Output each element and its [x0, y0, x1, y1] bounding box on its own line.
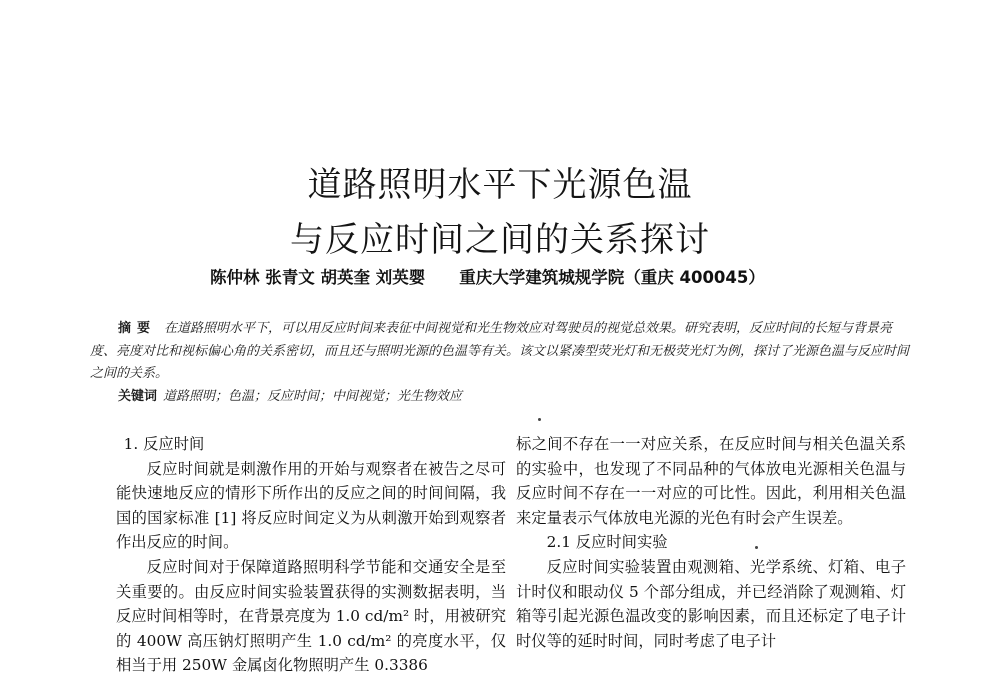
stray-dot	[538, 418, 541, 421]
author-names: 陈仲林 张青文 胡英奎 刘英婴	[210, 268, 426, 287]
abstract-label: 摘要	[118, 321, 157, 336]
paper-title-line-1: 道路照明水平下光源色温	[307, 165, 693, 205]
paper-title-line-2: 与反应时间之间的关系探讨	[290, 220, 710, 260]
author-line	[210, 264, 830, 288]
left-paragraph-1: 反应时间就是刺激作用的开始与观察者在被告之尽可能快速地反应的情形下所作出的反应之间的时间间隔，我国的国家标准 [1] 将反应时间定义为从刺激开始到观察者作出反应的时间。	[116, 459, 506, 552]
right-paragraph-2: 反应时间实验装置由观测箱、光学系统、灯箱、电子计时仪和眼动仪 5 个部分组成，并已经消除了观测箱、灯箱等引起光源色温改变的影响因素，而且还标定了电子计时仪等的延时时间，同时考虑了电子计	[516, 557, 906, 650]
right-column	[516, 432, 906, 653]
section-heading-1: 1. 反应时间	[123, 435, 205, 453]
keywords-label: 关键词	[118, 389, 158, 404]
left-column	[116, 432, 506, 678]
keywords-text: 道路照明；色温；反应时间；中间视觉；光生物效应	[163, 389, 463, 404]
right-paragraph-1: 标之间不存在一一对应关系，在反应时间与相关色温关系的实验中，也发现了不同品种的气体放电光源相关色温与反应时间不存在一一对应的可比性。因此，利用相关色温来定量表示气体放电光源的光色有时会产生误差。	[516, 435, 906, 527]
section-heading-2-1: 2.1 反应时间实验	[546, 533, 668, 552]
affiliation: 重庆大学建筑城规学院（重庆 400045）	[459, 268, 765, 287]
abstract	[90, 318, 912, 386]
abstract-text: 在道路照明水平下，可以用反应时间来表征中间视觉和光生物效应对驾驶员的视觉总效果。研究表明，反应时间的长短与背景亮度、亮度对比和视标偏心角的关系密切，而且还与照明光源的色温等有关。该文以紧凑型荧光灯和无极荧光灯为例，探讨了光源色温与反应时间之间的关系。	[90, 321, 910, 381]
keywords	[118, 386, 918, 408]
left-paragraph-2: 反应时间对于保障道路照明科学节能和交通安全是至关重要的。由反应时间实验装置获得的实测数据表明，当反应时间相等时，在背景亮度为 1.0 cd/m² 时，用被研究的 400W 高压钠灯照明产生 1.0 cd/m² 的亮度水平，仅相当于用 250W 金属卤化物照明产生 0.3386	[116, 557, 506, 675]
